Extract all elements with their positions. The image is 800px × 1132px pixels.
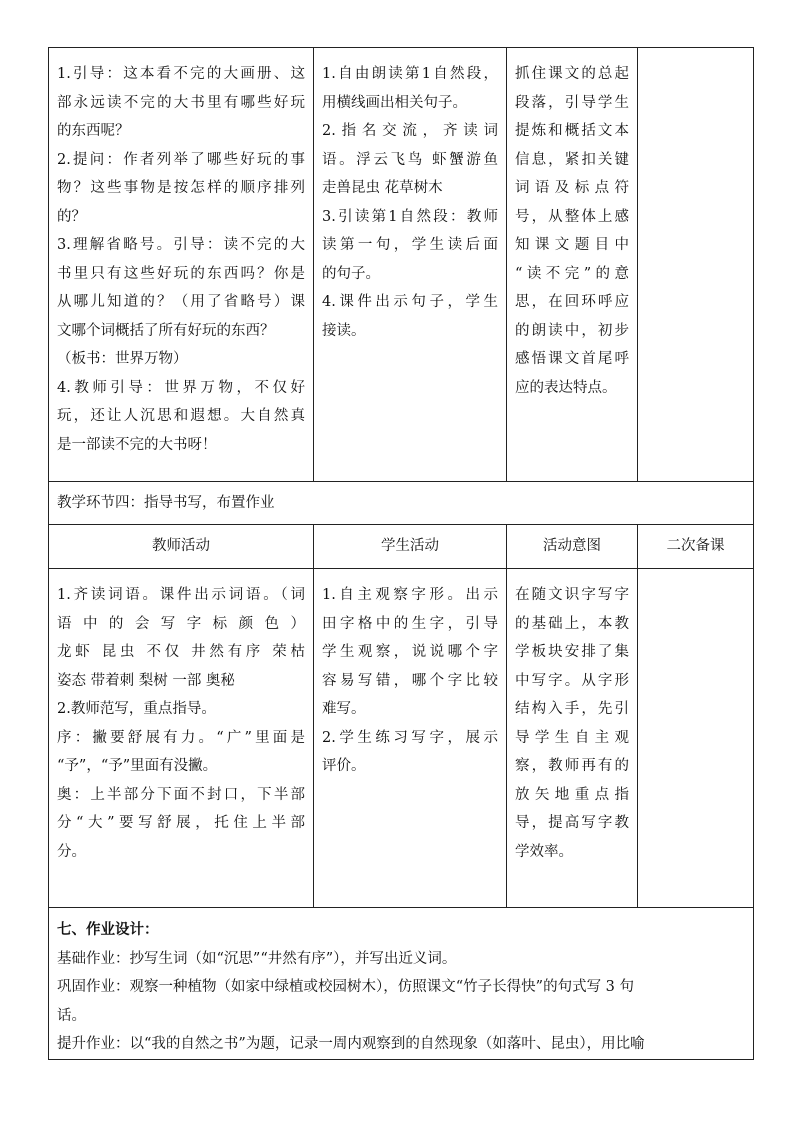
s3-intent-line: 信息，紧扣关键 (515, 151, 629, 168)
s4-teacher-line: 2.教师范写，重点指导。 (57, 701, 216, 717)
s3-student-line: 读第一句，学生读后面 (322, 237, 498, 253)
hw-lines-line: 话。 (57, 1007, 86, 1024)
segment3-revision-cell (638, 48, 754, 482)
s3-intent-line: “读不完”的意 (515, 265, 629, 282)
s3-teacher-line: 文哪个词概括了所有好玩的东西？ (57, 322, 275, 339)
s3-student-line: 1.自由朗读第1自然段， (322, 66, 498, 82)
s3-intent-line: 词语及标点符 (515, 180, 629, 196)
s3-intent-line: 感悟课文首尾呼 (515, 351, 629, 367)
segment4-revision-cell (638, 569, 754, 908)
s3-student-line: 接读。 (322, 322, 366, 339)
s3-teacher-line: 4.教师引导：世界万物，不仅好 (57, 379, 305, 396)
s4-intent-line: 学板块安排了集 (515, 644, 629, 660)
hw-lines-line: 巩固作业：观察一种植物（如家中绿植或校园树木），仿照课文“竹子长得快”的句式写 3 句 (57, 979, 635, 995)
s3-intent-line: 抓住课文的总起 (515, 66, 629, 82)
homework-section (49, 908, 753, 1059)
lesson-plan-table (48, 47, 754, 1060)
s4-teacher-line: 序：撇要舒展有力。“广”里面是 (57, 729, 305, 746)
s3-student-line: 用横线画出相关句子。 (322, 94, 467, 111)
s4-teacher-line: 龙虾 昆虫 不仅 井然有序 荣枯 (57, 644, 305, 660)
s3-student-line: 的句子。 (322, 265, 380, 282)
homework-lines (57, 945, 745, 1059)
s4-student-line: 难写。 (322, 701, 366, 717)
segment3-teacher-cell (49, 48, 314, 482)
s3-intent-line: 应的表达特点。 (515, 379, 617, 396)
s3-intent-line: 号，从整体上感 (515, 208, 629, 225)
s4-intent-line: 学效率。 (515, 843, 573, 860)
s4-student-line: 2.学生练习写字，展示 (322, 729, 498, 746)
s3-teacher-line: 部永远读不完的大书里有哪些好玩 (57, 94, 305, 111)
segment3-intent-cell (507, 48, 638, 482)
s4-teacher-line: 分“大”要写舒展，托住上半部 (57, 815, 305, 831)
s4-intent-line: 导，提高写字教 (515, 815, 629, 831)
s3-teacher-line: 物？这些事物是按怎样的顺序排列 (57, 180, 305, 196)
segment4-intent-cell (507, 569, 638, 908)
header-teacher-activity: 教师活动 (49, 525, 314, 569)
s3-student-line: 3.引读第1自然段：教师 (322, 208, 498, 225)
s4-intent-line: 放矢地重点指 (515, 786, 629, 803)
s3-teacher-line: 3.理解省略号。引导：读不完的大 (57, 237, 305, 253)
s3-teacher-line: 的东西呢？ (57, 123, 130, 139)
s4-intent-line: 导学生自主观 (515, 729, 629, 746)
segment4-teacher-activity (49, 569, 313, 866)
homework-cell (49, 908, 754, 1060)
segment4-student-activity (314, 569, 506, 781)
s4-teacher-line: 姿态 带着刺 梨树 一部 奥秘 (57, 672, 235, 689)
s3-teacher-line: （板书：世界万物） (57, 351, 188, 367)
s4-intent-line: 在随文识字写字 (515, 587, 629, 603)
s4-teacher-line: 分。 (57, 843, 86, 860)
segment4-teacher-cell (49, 569, 314, 908)
segment4-title-cell (49, 482, 754, 525)
s3-teacher-line: 2.提问：作者列举了哪些好玩的事 (57, 151, 305, 168)
s4-teacher-line: 1.齐读词语。课件出示词语。（词 (57, 587, 305, 603)
s3-teacher-line: 的？ (57, 208, 86, 225)
s3-intent-line: 思，在回环呼应 (515, 294, 629, 310)
segment3-student-cell (314, 48, 507, 482)
s4-teacher-line: 奥：上半部分下面不封口，下半部 (57, 786, 305, 803)
segment3-student-activity (314, 48, 506, 345)
homework-title: 七、作业设计： (57, 921, 159, 938)
segment4-title: 教学环节四：指导书写，布置作业 (57, 494, 275, 511)
s4-student-line: 评价。 (322, 758, 366, 774)
s4-teacher-line: “予”，“予”里面有没撇。 (57, 758, 218, 774)
homework-row (49, 908, 754, 1060)
s3-teacher-line: 玩，还让人沉思和遐想。大自然真 (57, 408, 305, 424)
s3-student-line: 4.课件出示句子，学生 (322, 294, 498, 310)
segment4-student-cell (314, 569, 507, 908)
s4-intent-line: 的基础上，本教 (515, 615, 629, 632)
segment4-title-row (49, 482, 754, 525)
header-activity-intent: 活动意图 (507, 525, 638, 569)
s3-teacher-line: 从哪儿知道的？（用了省略号）课 (57, 294, 305, 310)
s3-intent-line: 知课文题目中 (515, 237, 629, 253)
s4-intent-line: 察，教师再有的 (515, 758, 629, 774)
hw-lines-line: 基础作业：抄写生词（如“沉思”“井然有序”），并写出近义词。 (57, 950, 457, 967)
s4-intent-line: 中写字。从字形 (515, 672, 629, 689)
segment4-row (49, 569, 754, 908)
s3-student-line: 语。浮云飞鸟 虾蟹游鱼 (322, 151, 498, 168)
header-secondary-prep: 二次备课 (638, 525, 754, 569)
s3-student-line: 走兽昆虫 花草树木 (322, 180, 443, 196)
segment3-activity-intent (507, 48, 637, 402)
s3-teacher-line: 1.引导：这本看不完的大画册、这 (57, 66, 305, 82)
s4-teacher-line: 语中的会写字标颜色） (57, 615, 305, 632)
s3-intent-line: 的朗读中，初步 (515, 322, 629, 339)
s4-intent-line: 结构入手，先引 (515, 701, 629, 717)
s3-intent-line: 段落，引导学生 (515, 94, 629, 111)
segment3-row (49, 48, 754, 482)
segment4-activity-intent (507, 569, 637, 866)
s3-student-line: 2.指名交流，齐读词 (322, 123, 498, 139)
segment3-teacher-activity (49, 48, 313, 459)
segment4-header-row (49, 525, 754, 569)
s4-student-line: 容易写错，哪个字比较 (322, 672, 498, 689)
s3-teacher-line: 书里只有这些好玩的东西吗？你是 (57, 265, 305, 282)
s4-student-line: 田字格中的生字，引导 (322, 615, 498, 632)
header-student-activity: 学生活动 (314, 525, 507, 569)
s4-student-line: 学生观察，说说哪个字 (322, 644, 498, 660)
s4-student-line: 1.自主观察字形。出示 (322, 587, 498, 603)
hw-lines-line: 提升作业：以“我的自然之书”为题，记录一周内观察到的自然现象（如落叶、昆虫），用比喻 (57, 1036, 645, 1052)
s3-intent-line: 提炼和概括文本 (515, 123, 629, 139)
s3-teacher-line: 是一部读不完的大书呀！ (57, 436, 217, 453)
